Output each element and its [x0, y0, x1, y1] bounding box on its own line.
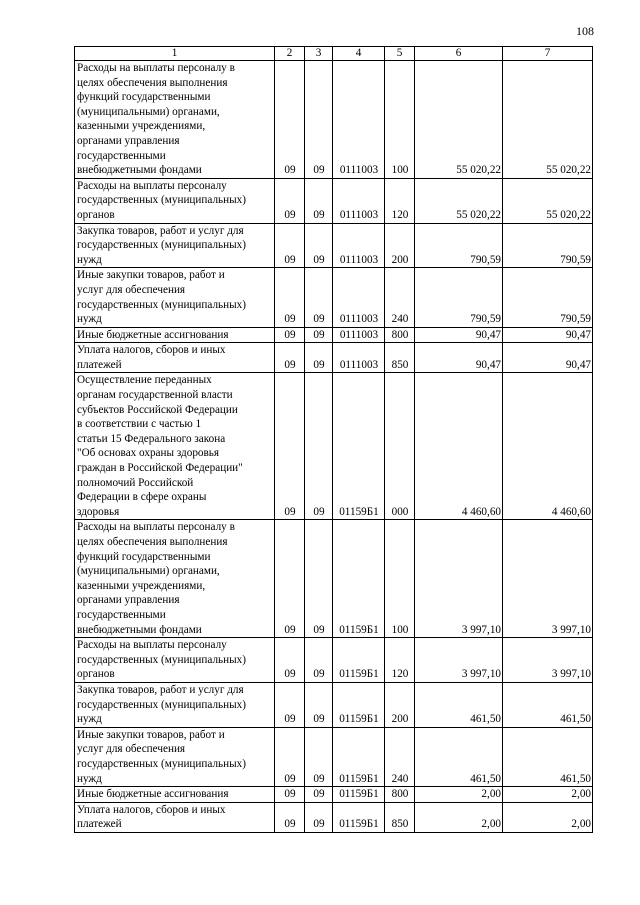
expense-name-cell: Уплата налогов, сборов и иных платежей — [75, 343, 275, 373]
expense-name-cell: Уплата налогов, сборов и иных платежей — [75, 802, 275, 832]
expense-name-cell: Расходы на выплаты персоналу государственных (муниципальных) органов — [75, 178, 275, 223]
subsection-code-cell: 09 — [305, 61, 333, 179]
amount-cell: 90,47 — [415, 327, 503, 343]
expense-name-cell: Осуществление переданных органам государственной власти субъектов Российской Федерации в соответствии с частью 1 статьи 15 Федерального закона "Об основах охраны здоровья граждан в Российской Федерации" полномочий Российской Федерации в сфере охраны здоровья — [75, 373, 275, 520]
target-article-cell: 0111003 — [333, 61, 385, 179]
expense-name-cell: Расходы на выплаты персоналу в целях обеспечения выполнения функций государственными (муниципальными) органами, казенными учреждениями, органами управления государственными внебюджетными фондами — [75, 61, 275, 179]
amount-cell: 55 020,22 — [415, 178, 503, 223]
table-row — [75, 802, 593, 832]
section-code-cell: 09 — [275, 268, 305, 327]
subsection-code-cell: 09 — [305, 343, 333, 373]
target-article-cell: 0111003 — [333, 268, 385, 327]
subsection-code-cell: 09 — [305, 682, 333, 727]
amount-cell: 90,47 — [503, 327, 593, 343]
amount-cell: 2,00 — [415, 802, 503, 832]
target-article-cell: 0111003 — [333, 223, 385, 268]
target-article-cell: 01159Б1 — [333, 787, 385, 803]
amount-cell: 461,50 — [415, 727, 503, 786]
section-code-cell: 09 — [275, 727, 305, 786]
subsection-code-cell: 09 — [305, 802, 333, 832]
header-cell-4: 4 — [333, 47, 385, 61]
table-row — [75, 178, 593, 223]
table-row — [75, 520, 593, 638]
expense-type-cell: 850 — [385, 802, 415, 832]
amount-cell: 55 020,22 — [503, 178, 593, 223]
table-row — [75, 223, 593, 268]
header-cell-6: 6 — [415, 47, 503, 61]
target-article-cell: 01159Б1 — [333, 373, 385, 520]
header-cell-3: 3 — [305, 47, 333, 61]
amount-cell: 3 997,10 — [503, 520, 593, 638]
subsection-code-cell: 09 — [305, 268, 333, 327]
expense-type-cell: 240 — [385, 727, 415, 786]
subsection-code-cell: 09 — [305, 223, 333, 268]
target-article-cell: 01159Б1 — [333, 638, 385, 683]
target-article-cell: 0111003 — [333, 343, 385, 373]
table-row — [75, 373, 593, 520]
amount-cell: 461,50 — [503, 682, 593, 727]
expense-type-cell: 100 — [385, 520, 415, 638]
section-code-cell: 09 — [275, 61, 305, 179]
expense-type-cell: 120 — [385, 178, 415, 223]
amount-cell: 90,47 — [415, 343, 503, 373]
amount-cell: 3 997,10 — [415, 520, 503, 638]
table-row — [75, 343, 593, 373]
table-row — [75, 682, 593, 727]
target-article-cell: 01159Б1 — [333, 682, 385, 727]
expense-type-cell: 850 — [385, 343, 415, 373]
table-row — [75, 268, 593, 327]
expense-type-cell: 240 — [385, 268, 415, 327]
section-code-cell: 09 — [275, 327, 305, 343]
table-row — [75, 61, 593, 179]
subsection-code-cell: 09 — [305, 373, 333, 520]
amount-cell: 4 460,60 — [415, 373, 503, 520]
section-code-cell: 09 — [275, 520, 305, 638]
expense-type-cell: 100 — [385, 61, 415, 179]
subsection-code-cell: 09 — [305, 327, 333, 343]
amount-cell: 790,59 — [503, 223, 593, 268]
subsection-code-cell: 09 — [305, 638, 333, 683]
target-article-cell: 01159Б1 — [333, 727, 385, 786]
amount-cell: 461,50 — [503, 727, 593, 786]
section-code-cell: 09 — [275, 802, 305, 832]
amount-cell: 55 020,22 — [503, 61, 593, 179]
amount-cell: 90,47 — [503, 343, 593, 373]
expense-name-cell: Иные закупки товаров, работ и услуг для обеспечения государственных (муниципальных) нужд — [75, 268, 275, 327]
expense-type-cell: 800 — [385, 787, 415, 803]
section-code-cell: 09 — [275, 638, 305, 683]
expense-type-cell: 200 — [385, 682, 415, 727]
expense-name-cell: Иные бюджетные ассигнования — [75, 327, 275, 343]
section-code-cell: 09 — [275, 178, 305, 223]
amount-cell: 2,00 — [503, 802, 593, 832]
table-row — [75, 727, 593, 786]
expense-type-cell: 000 — [385, 373, 415, 520]
expense-name-cell: Закупка товаров, работ и услуг для государственных (муниципальных) нужд — [75, 223, 275, 268]
subsection-code-cell: 09 — [305, 520, 333, 638]
expense-type-cell: 200 — [385, 223, 415, 268]
subsection-code-cell: 09 — [305, 727, 333, 786]
header-cell-1: 1 — [75, 47, 275, 61]
page-number: 108 — [576, 24, 594, 38]
amount-cell: 2,00 — [503, 787, 593, 803]
amount-cell: 790,59 — [415, 223, 503, 268]
table-row — [75, 787, 593, 803]
expense-name-cell: Иные бюджетные ассигнования — [75, 787, 275, 803]
amount-cell: 55 020,22 — [415, 61, 503, 179]
expense-name-cell: Иные закупки товаров, работ и услуг для обеспечения государственных (муниципальных) нужд — [75, 727, 275, 786]
section-code-cell: 09 — [275, 343, 305, 373]
target-article-cell: 0111003 — [333, 178, 385, 223]
expense-name-cell: Закупка товаров, работ и услуг для государственных (муниципальных) нужд — [75, 682, 275, 727]
table-header-row — [75, 47, 593, 61]
expense-name-cell: Расходы на выплаты персоналу в целях обеспечения выполнения функций государственными (муниципальными) органами, казенными учреждениями, органами управления государственными внебюджетными фондами — [75, 520, 275, 638]
amount-cell: 3 997,10 — [503, 638, 593, 683]
amount-cell: 461,50 — [415, 682, 503, 727]
table-row — [75, 638, 593, 683]
section-code-cell: 09 — [275, 373, 305, 520]
amount-cell: 4 460,60 — [503, 373, 593, 520]
section-code-cell: 09 — [275, 223, 305, 268]
expense-name-cell: Расходы на выплаты персоналу государственных (муниципальных) органов — [75, 638, 275, 683]
budget-table — [74, 46, 593, 833]
header-cell-7: 7 — [503, 47, 593, 61]
expense-type-cell: 120 — [385, 638, 415, 683]
amount-cell: 2,00 — [415, 787, 503, 803]
subsection-code-cell: 09 — [305, 178, 333, 223]
subsection-code-cell: 09 — [305, 787, 333, 803]
header-cell-2: 2 — [275, 47, 305, 61]
section-code-cell: 09 — [275, 682, 305, 727]
amount-cell: 790,59 — [415, 268, 503, 327]
expense-type-cell: 800 — [385, 327, 415, 343]
amount-cell: 3 997,10 — [415, 638, 503, 683]
section-code-cell: 09 — [275, 787, 305, 803]
target-article-cell: 01159Б1 — [333, 802, 385, 832]
header-cell-5: 5 — [385, 47, 415, 61]
target-article-cell: 01159Б1 — [333, 520, 385, 638]
table-row — [75, 327, 593, 343]
amount-cell: 790,59 — [503, 268, 593, 327]
target-article-cell: 0111003 — [333, 327, 385, 343]
